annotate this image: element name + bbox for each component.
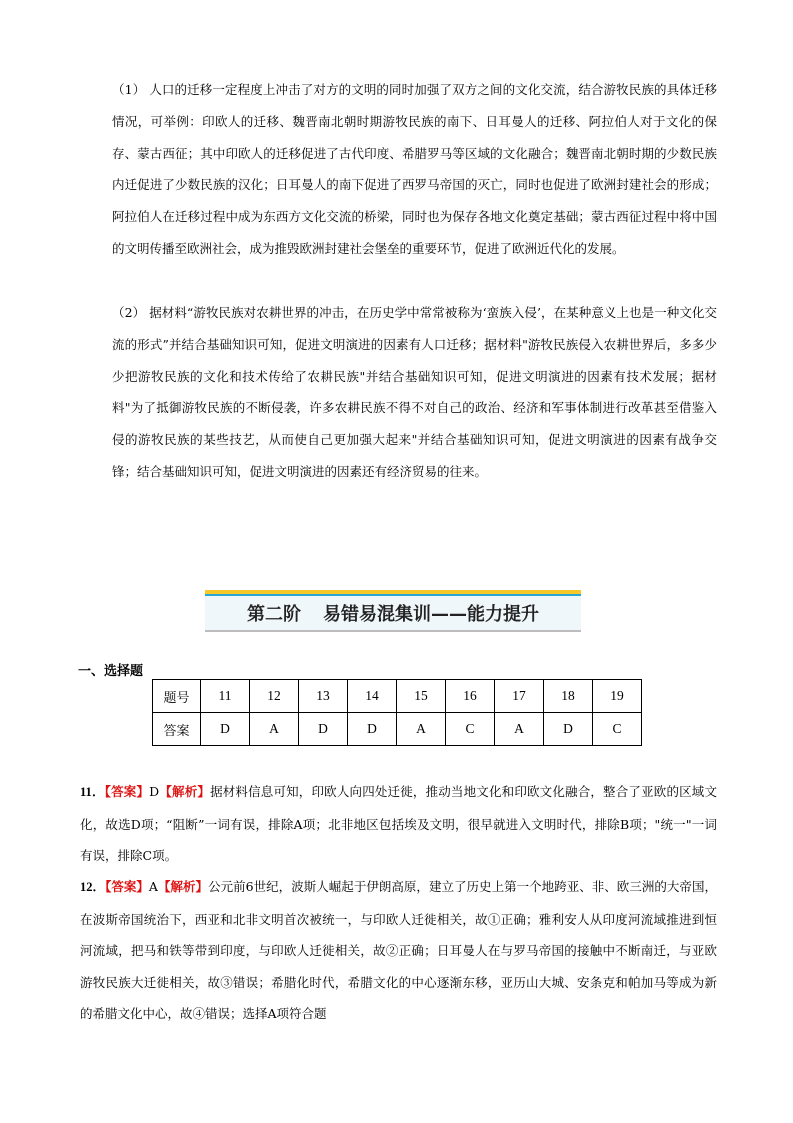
question-number-cell: 14	[348, 680, 397, 713]
item-number: （2）	[112, 305, 146, 320]
explanation-text: 公元前6世纪，波斯人崛起于伊朗高原，建立了历史上第一个地跨亚、非、欧三洲的大帝国，在波斯帝国统治下，西亚和北非文明首次被统一，与印欧人迁徙相关，故①正确；雅利安人从印度河流域推进到恒河流域，把马和铁等带到印度，与印欧人迁徙相关，故②正确；日耳曼人在与罗马帝国的接触中不断南迁，与亚欧游牧民族大迁徙相关，故③错误；希腊化时代，希腊文化的中心逐渐东移，亚历山大城、安条克和帕加马等成为新的希腊文化中心，故④错误；选择A项符合题	[80, 879, 717, 1021]
question-number-cell: 12	[250, 680, 299, 713]
explanation-12	[80, 871, 717, 1030]
question-number-cell: 16	[446, 680, 495, 713]
answer-tag: 【答案】	[104, 784, 150, 799]
answer-table	[152, 679, 642, 746]
answer-cell: C	[446, 713, 495, 746]
answer-letter: D	[149, 784, 160, 799]
answer-paragraph-2	[112, 297, 717, 488]
banner-stage: 第二阶	[247, 604, 301, 625]
question-number-cell: 19	[593, 680, 642, 713]
table-header-cell: 答案	[153, 713, 201, 746]
answer-cell: C	[593, 713, 642, 746]
answer-cell: D	[299, 713, 348, 746]
question-number-cell: 15	[397, 680, 446, 713]
item-number: （1）	[112, 82, 146, 97]
section-title: 一、选择题	[78, 664, 144, 679]
table-header-cell: 题号	[153, 680, 201, 713]
explanation-text: 据材料信息可知，印欧人向四处迁徙，推动当地文化和印欧文化融合，整合了亚欧的区域文化，故选D项；“阻断”一词有误，排除A项；北非地区包括埃及文明，很早就进入文明时代，排除B项；"统一"一词有误，排除C项。	[80, 784, 717, 863]
explanation-tag: 【解析】	[157, 879, 209, 894]
answer-cell: D	[348, 713, 397, 746]
answer-cell: A	[250, 713, 299, 746]
answer-tag: 【答案】	[105, 879, 149, 894]
banner-title-box	[205, 596, 581, 630]
table-row	[153, 713, 642, 746]
paragraph-text: 人口的迁移一定程度上冲击了对方的文明的同时加强了双方之间的文化交流，结合游牧民族的具体迁移情况，可举例：印欧人的迁移、魏晋南北朝时期游牧民族的南下、日耳曼人的迁移、阿拉伯人对于文化的保存、蒙古西征；其中印欧人的迁移促进了古代印度、希腊罗马等区域的文化融合；魏晋南北朝时期的少数民族内迁促进了少数民族的汉化；日耳曼人的南下促进了西罗马帝国的灭亡，同时也促进了欧洲封建社会的形成；阿拉伯人在迁移过程中成为东西方文化交流的桥梁，同时也为保存各地文化奠定基础；蒙古西征过程中将中国的文明传播至欧洲社会，成为推毁欧洲封建社会堡垒的重要环节，促进了欧洲近代化的发展。	[112, 82, 717, 256]
explanation-11	[80, 776, 717, 872]
question-number: 11．	[80, 785, 105, 799]
table-row	[153, 680, 642, 713]
answer-cell: D	[201, 713, 250, 746]
banner-title: 易错易混集训——能力提升	[323, 604, 539, 625]
answer-letter: A	[148, 879, 158, 894]
question-number-cell: 17	[495, 680, 544, 713]
paragraph-text: 据材料“游牧民族对农耕世界的冲击，在历史学中常常被称为‘蛮族入侵’，在某种意义上也是一种文化交流的形式”并结合基础知识可知，促进文明演进的因素有人口迁移；据材料"游牧民族侵入农耕世界后，多多少少把游牧民族的文化和技术传给了农耕民族"并结合基础知识可知，促进文明演进的因素有技术发展；据材料"为了抵御游牧民族的不断侵袭，许多农耕民族不得不对自己的政治、经济和军事体制进行改革甚至借鉴入侵的游牧民族的某些技艺，从而使自己更加强大起来"并结合基础知识可知，促进文明演进的因素有战争交锋；结合基础知识可知，促进文明演进的因素还有经济贸易的往来。	[112, 305, 718, 479]
question-number-cell: 13	[299, 680, 348, 713]
banner-bottom-rule	[205, 630, 581, 632]
question-number: 12．	[80, 880, 106, 894]
answer-cell: A	[495, 713, 544, 746]
question-number-cell: 11	[201, 680, 250, 713]
explanation-tag: 【解析】	[159, 784, 211, 799]
question-number-cell: 18	[544, 680, 593, 713]
section-banner	[205, 590, 581, 640]
answer-cell: A	[397, 713, 446, 746]
answer-paragraph-1	[112, 74, 717, 265]
answer-cell: D	[544, 713, 593, 746]
